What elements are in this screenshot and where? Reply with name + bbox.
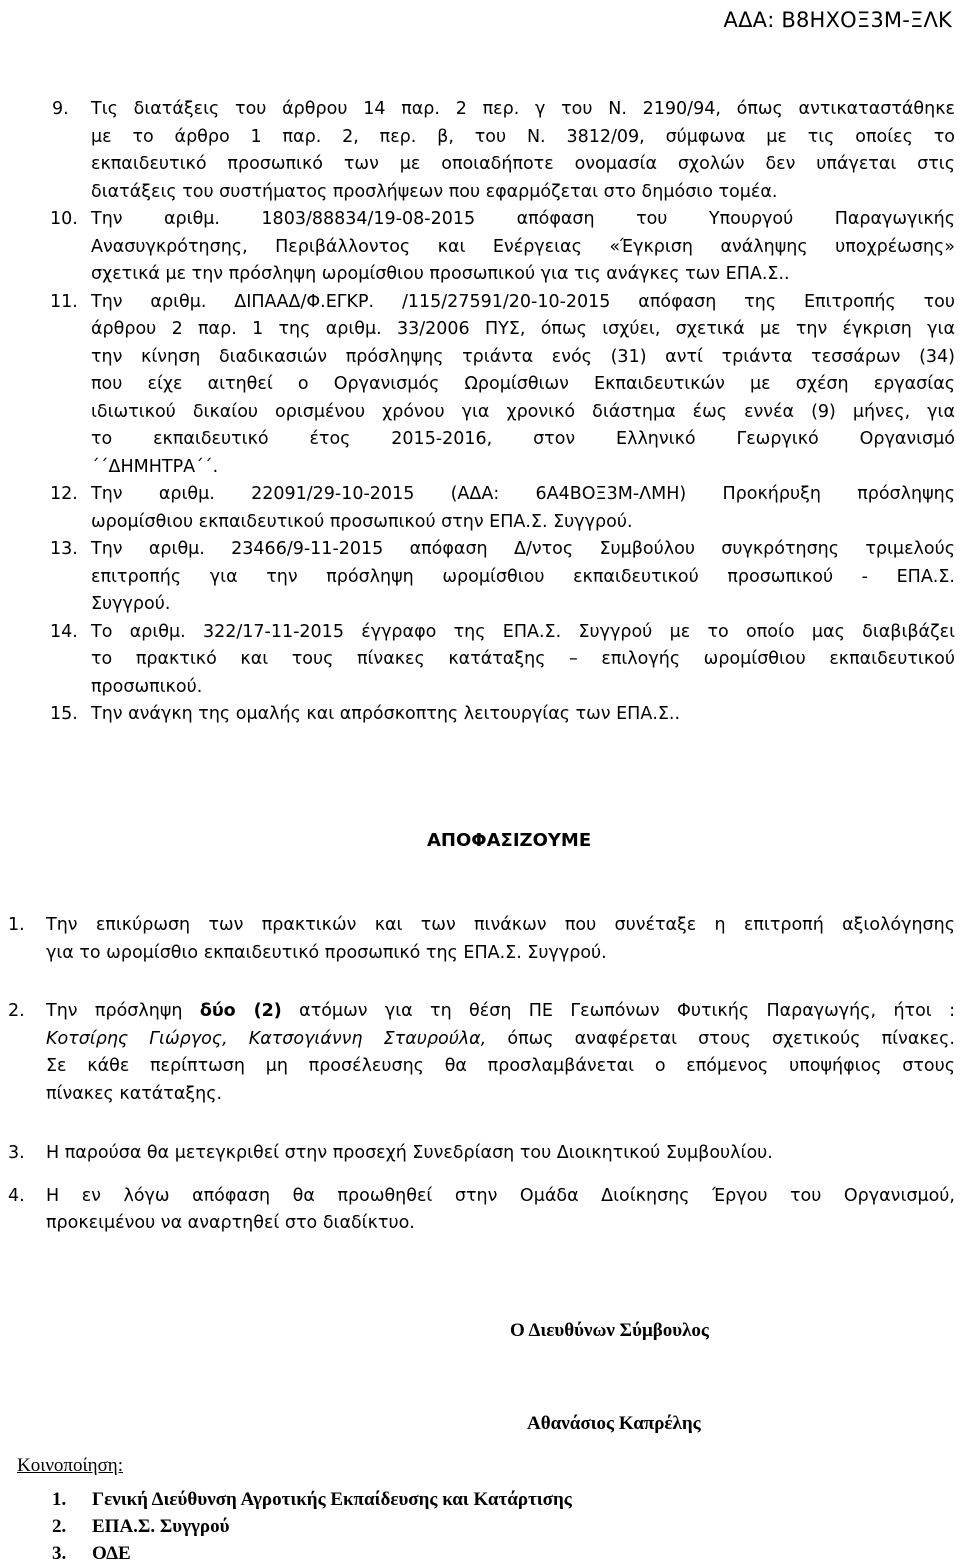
- consideration-line: την κίνηση διαδικασιών πρόσληψης τριάντα ενός (31) αντί τριάντα τεσσάρων (34): [91, 346, 955, 367]
- cc-list: [52, 1486, 572, 1567]
- consideration-line: άρθρου 2 παρ. 1 της αριθμ. 33/2006 ΠΥΣ, όπως ισχύει, σχετικά με την έγκριση για: [91, 319, 955, 339]
- considerations-list: [0, 96, 955, 729]
- decision-item-2: [0, 998, 955, 1108]
- consideration-line: επιτροπής για την πρόσληψη ωρομίσθιου εκπαιδευτικού προσωπικού - ΕΠΑ.Σ.: [91, 566, 955, 587]
- consideration-line: το πρακτικό και τους πίνακες κατάταξης – επιλογής ωρομίσθιου εκπαιδευτικού: [91, 649, 955, 669]
- cc-number: 2.: [52, 1516, 67, 1537]
- decision-text: όπως αναφέρεται στους σχετικούς πίνακες.: [486, 1028, 955, 1049]
- decision-text: Την πρόσληψη: [46, 1001, 200, 1021]
- decision-line: Την επικύρωση των πρακτικών και των πινάκων που συνέταξε η επιτροπή αξιολόγησης: [46, 915, 955, 935]
- consideration-number: 9.: [52, 99, 69, 119]
- consideration-line: ΄΄ΔΗΜΗΤΡΑ΄΄.: [91, 456, 219, 477]
- decision-line: Σε κάθε περίπτωση μη προσέλευσης θα προσλαμβάνεται ο επόμενος υποψήφιος στους: [46, 1056, 955, 1076]
- signature-title: Ο Διευθύνων Σύμβουλος: [510, 1320, 709, 1341]
- consideration-line: διατάξεις του συστήματος προσλήψεων που εφαρμόζεται στο δημόσιο τομέα.: [91, 181, 778, 202]
- cc-heading: Κοινοποίηση:: [17, 1455, 124, 1476]
- signature-name: Αθανάσιος Καπρέλης: [527, 1413, 701, 1434]
- decision-line: για το ωρομίσθιο εκπαιδευτικό προσωπικό της ΕΠΑ.Σ. Συγγρού.: [46, 942, 607, 963]
- decision-heading: ΑΠΟΦΑΣΙΖΟΥΜΕ: [427, 830, 592, 851]
- consideration-item: [0, 289, 955, 482]
- consideration-line: Ανασυγκρότησης, Περιβάλλοντος και Ενέργειας «Έγκριση ανάληψης υποχρέωσης»: [91, 236, 955, 257]
- consideration-line: ιδιωτικού δικαίου ορισμένου χρόνου για χρονικό διάστημα έως εννέα (9) μήνες, για: [91, 401, 955, 422]
- consideration-number: 12.: [50, 484, 78, 504]
- decision-count: δύο (2): [199, 1001, 282, 1021]
- consideration-number: 10.: [50, 209, 78, 229]
- consideration-line: Την ανάγκη της ομαλής και απρόσκοπτης λειτουργίας των ΕΠΑ.Σ..: [91, 704, 681, 724]
- decision-line: [46, 998, 955, 1026]
- decision-number: 4.: [8, 1185, 25, 1206]
- cc-text: ΕΠΑ.Σ. Συγγρού: [92, 1516, 230, 1537]
- consideration-line: Την αριθμ. ΔΙΠΑΑΔ/Φ.ΕΓΚΡ. /115/27591/20-10-2015 απόφαση της Επιτροπής του: [91, 291, 955, 312]
- decision-item-4: [0, 1183, 955, 1238]
- cc-number: 3.: [52, 1543, 67, 1564]
- consideration-item: [0, 701, 955, 729]
- decision-item-1: [0, 912, 955, 967]
- consideration-item: [0, 536, 955, 619]
- consideration-line: με το άρθρο 1 παρ. 2, περ. β, του Ν. 3812/09, σύμφωνα με τις οποίες το: [91, 126, 955, 147]
- consideration-line: Την αριθμ. 22091/29-10-2015 (ΑΔΑ: 6Α4ΒΟΞ3Μ-ΛΜΗ) Προκήρυξη πρόσληψης: [91, 484, 955, 504]
- consideration-line: Την αριθμ. 1803/88834/19-08-2015 απόφαση του Υπουργού Παραγωγικής: [91, 209, 955, 229]
- consideration-line: Το αριθμ. 322/17-11-2015 έγγραφο της ΕΠΑ.Σ. Συγγρού με το οποίο μας διαβιβάζει: [91, 621, 955, 642]
- decision-line: [46, 1026, 955, 1054]
- decision-number: 2.: [8, 1001, 25, 1021]
- consideration-item: [0, 619, 955, 702]
- consideration-line: εκπαιδευτικό προσωπικό των με οποιαδήποτε ονομασία σχολών δεν υπάγεται στις: [91, 154, 955, 174]
- selected-candidates: Κοτσίρης Γιώργος, Κατσογιάννη Σταυρούλα,: [46, 1028, 487, 1049]
- decision-line: Η εν λόγω απόφαση θα προωθηθεί στην Ομάδα Διοίκησης Έργου του Οργανισμού,: [46, 1185, 955, 1206]
- consideration-line: ωρομίσθιου εκπαιδευτικού προσωπικού στην ΕΠΑ.Σ. Συγγρού.: [91, 511, 633, 532]
- consideration-line: που είχε αιτηθεί ο Οργανισμός Ωρομίσθιων Εκπαιδευτικών με σχέση εργασίας: [91, 374, 955, 394]
- cc-item: [52, 1540, 572, 1567]
- decision-item-3: [0, 1140, 955, 1168]
- consideration-item: [0, 206, 955, 289]
- ada-code: ΑΔΑ: Β8ΗΧΟΞ3Μ-ΞΛΚ: [723, 8, 952, 32]
- consideration-line: το εκπαιδευτικό έτος 2015-2016, στον Ελληνικό Γεωργικό Οργανισμό: [91, 429, 955, 449]
- decision-line: προκειμένου να αναρτηθεί στο διαδίκτυο.: [46, 1213, 415, 1233]
- decision-number: 3.: [8, 1143, 25, 1163]
- decision-text: ατόμων για τη θέση ΠΕ Γεωπόνων Φυτικής Παραγωγής, ήτοι :: [281, 1001, 955, 1021]
- cc-text: Γενική Διεύθυνση Αγροτικής Εκπαίδευσης και Κατάρτισης: [92, 1489, 572, 1510]
- cc-item: [52, 1486, 572, 1513]
- decision-line: πίνακες κατάταξης.: [46, 1083, 223, 1104]
- consideration-line: Τις διατάξεις του άρθρου 14 παρ. 2 περ. γ του Ν. 2190/94, όπως αντικαταστάθηκε: [91, 99, 955, 119]
- consideration-line: προσωπικού.: [91, 676, 203, 697]
- decisions-list: [0, 912, 955, 1238]
- cc-item: [52, 1513, 572, 1540]
- cc-text: ΟΔΕ: [92, 1543, 131, 1564]
- decision-number: 1.: [8, 915, 25, 935]
- consideration-number: 11.: [50, 291, 78, 312]
- consideration-number: 13.: [50, 539, 78, 559]
- cc-number: 1.: [52, 1489, 67, 1510]
- consideration-item: [0, 481, 955, 536]
- consideration-item: [0, 96, 955, 206]
- consideration-number: 15.: [50, 704, 78, 724]
- decision-line: Η παρούσα θα μετεγκριθεί στην προσεχή Συνεδρίαση του Διοικητικού Συμβουλίου.: [46, 1143, 773, 1163]
- consideration-line: Συγγρού.: [91, 594, 171, 614]
- consideration-line: Την αριθμ. 23466/9-11-2015 απόφαση Δ/ντος Συμβούλου συγκρότησης τριμελούς: [91, 539, 955, 559]
- consideration-number: 14.: [50, 621, 78, 642]
- consideration-line: σχετικά με την πρόσληψη ωρομίσθιου προσωπικού για τις ανάγκες των ΕΠΑ.Σ..: [91, 264, 790, 284]
